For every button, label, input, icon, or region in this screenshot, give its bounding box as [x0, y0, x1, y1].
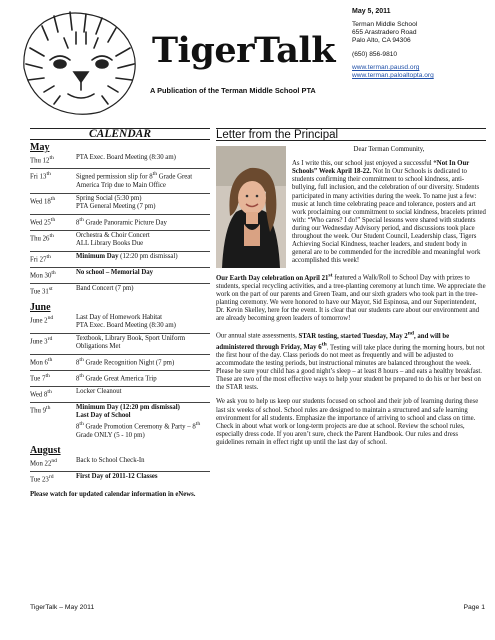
school-website-link[interactable]: www.terman.pausd.org	[352, 64, 420, 71]
event-date: Wed 8th	[30, 389, 52, 399]
letter-paragraph-4: We ask you to help us keep our students focused on school and their job of learning during these last six weeks of school. School rules are designed to maintain a structured and safe learning environment for all students. Emphasize the importance of arriving to school and class on time. Check in about what work or long-term projects are due at school. Review the school rules, especially dress code. If you aren’t sure, check the Parent Handbook. Our rules and dress guidelines remain in effect right up until the last day of school.	[216, 398, 479, 446]
event-text: Minimum Day (12:20 pm dismissal)	[76, 252, 178, 260]
event-text: First Day of 2011-12 Classes	[76, 472, 158, 480]
newsletter-title: TigerTalk	[152, 30, 335, 71]
pta-website-link[interactable]: www.terman.paloaltopta.org	[352, 72, 434, 79]
event-date: Fri 13th	[30, 171, 51, 181]
publication-subtitle: A Publication of the Terman Middle School PTA	[150, 86, 316, 95]
calendar-event	[30, 371, 210, 387]
tiger-head-icon	[14, 8, 146, 116]
calendar-month-may: May	[30, 142, 50, 153]
event-text: Back to School Check-In	[76, 456, 145, 464]
event-date: Mon 22nd	[30, 457, 57, 467]
page-footer	[30, 604, 485, 611]
address-line-3: Palo Alto, CA 94306	[352, 37, 411, 44]
calendar-event	[30, 252, 210, 268]
event-date: June 3rd	[30, 335, 53, 345]
event-date: Fri 27th	[30, 253, 51, 264]
event-date: Mon 6th	[30, 356, 53, 366]
calendar-title: CALENDAR	[30, 128, 210, 140]
event-date: Tue 23rd	[30, 473, 54, 484]
event-date: Thu 12th	[30, 155, 54, 165]
calendar-event	[30, 231, 210, 252]
event-text: Band Concert (7 pm)	[76, 285, 134, 293]
event-text: Spring Social (5:30 pm) PTA General Meeting (7 pm)	[76, 194, 156, 210]
event-text: Locker Cleanout	[76, 388, 122, 396]
event-date: Thu 26th	[30, 232, 54, 243]
event-text: PTA Exec. Board Meeting (8:30 am)	[76, 154, 176, 161]
event-date: Wed 25th	[30, 216, 56, 226]
calendar-event	[30, 169, 210, 193]
event-text: Last Day of Homework Habitat PTA Exec. Board Meeting (8:30 am)	[76, 313, 176, 329]
event-date: June 2nd	[30, 314, 54, 324]
calendar-note: Please watch for updated calendar information in eNews.	[30, 491, 196, 499]
address-line-1: Terman Middle School	[352, 21, 418, 28]
calendar-event	[30, 387, 210, 403]
letter-title: Letter from the Principal	[216, 128, 486, 141]
event-text: 8th Grade Recognition Night (7 pm)	[76, 356, 175, 366]
event-date: Tue 7th	[30, 372, 50, 383]
event-text: No school – Memorial Day	[76, 269, 154, 277]
address-line-2: 655 Arastradero Road	[352, 29, 417, 36]
principal-letter	[216, 128, 486, 453]
letter-paragraph-3: Our annual state assessments, STAR testing, started Tuesday, May 2nd, and will be administered through Friday, May 6th. Testing will take place during the morning hours, but not the first hour of the day. Class periods do not meet as frequently and will be adjusted to accommodate the testing periods, but instructional minutes are balanced throughout the week. Please be sure your child has a good night’s sleep – at least 8 hours – and eats a healthy breakfast. These are two of the most effective ways to help your student be prepared to do his or her best on the STAR tests.	[216, 330, 485, 392]
event-text: Minimum Day (12:20 pm dismissal) Last Day of School 8th Grade Promotion Ceremony & Party – 8th Grade ONLY (5 - 10 pm)	[76, 404, 201, 439]
footer-issue: TigerTalk – May 2011	[30, 604, 95, 611]
letter-paragraph-2: Our Earth Day celebration on April 21st featured a Walk/Roll to School Day with prizes to students, special recycling activities, and a tree-planting ceremony at lunch time. We appreciate the work on the part of our parents and Green Team, and our sixth graders who took part in the tree-planting ceremony. We were honored to have our Mayor, Sid Espinosa, and our Superintendent, Dr. Kevin Skelley, here for the event. It is clear that our students care about our environment and are already becoming green leaders of tomorrow!	[216, 272, 486, 323]
calendar-event	[30, 456, 210, 472]
event-date: Wed 18th	[30, 195, 56, 205]
event-text: 8th Grade Great America Trip	[76, 372, 157, 383]
calendar-event	[30, 334, 210, 355]
calendar-event	[30, 215, 210, 231]
issue-date: May 5, 2011	[352, 8, 391, 15]
calendar-column	[30, 128, 210, 499]
principal-photo	[216, 146, 286, 268]
page-number: Page 1	[463, 604, 485, 611]
event-date: Thu 9th	[30, 405, 51, 415]
event-text: 8th Grade Panoramic Picture Day	[76, 216, 167, 226]
calendar-month-june: June	[30, 301, 51, 313]
calendar-event	[30, 403, 210, 442]
masthead-info	[352, 8, 492, 80]
calendar-event	[30, 313, 210, 334]
calendar-event	[30, 194, 210, 215]
event-date: Mon 30th	[30, 270, 56, 280]
phone-number: (650) 856-9810	[352, 51, 398, 58]
calendar-event	[30, 153, 210, 169]
event-text: Textbook, Library Book, Sport Uniform Obligations Met	[76, 334, 186, 350]
calendar-month-august: August	[30, 444, 61, 456]
event-text: Signed permission slip for 8th Grade Great America Trip due to Main Office	[76, 171, 193, 189]
event-date: Tue 31st	[30, 286, 53, 296]
calendar-event	[30, 284, 210, 299]
letter-paragraph-1: As I write this, our school just enjoyed a successful “Not In Our Schools” Week April 18-22. Not In Our Schools is dedicated to students confirming their commitment to school kindness, anti-bullying, full inclusion, and the celebration of our diversity. Students participated in many activities during the week. To name just a few: music at lunch time celebrating peace and tolerance, posters and art work proclaiming our commitment to social kindness, bracelets printed with: “Who cares? I do!” Special lessons were shared with students during our Wednesday Advisory period, and discussions took place throughout the week. Our Student Council, Leadership class, Tigers Achieving Social Kindness, teacher leaders, and student body in general are to be commended for the incredible and meaningful work accomplished this week!	[292, 160, 486, 265]
calendar-event	[30, 268, 210, 284]
calendar-event	[30, 355, 210, 371]
event-text: Orchestra & Choir Concert ALL Library Books Due	[76, 231, 150, 247]
letter-greeting: Dear Terman Community,	[353, 146, 425, 154]
calendar-event	[30, 472, 210, 487]
